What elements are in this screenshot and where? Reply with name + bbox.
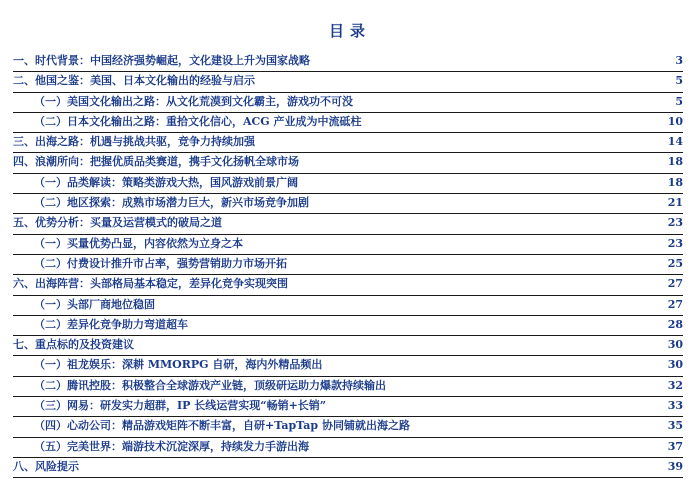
- toc-entry-page-number: 21: [667, 196, 683, 210]
- toc-entry-page-number: 18: [667, 175, 683, 189]
- toc-entry-label: （五）完美世界：端游技术沉淀深厚，持续发力手游出海: [34, 439, 309, 453]
- toc-entry-label: （二）地区探索：成熟市场潜力巨大，新兴市场竞争加剧: [34, 196, 309, 210]
- toc-entry-page-number: 30: [667, 358, 683, 372]
- toc-entry[interactable]: [13, 214, 683, 234]
- toc-entry-page-number: 39: [667, 459, 683, 473]
- toc-entry-label: （一）头部厂商地位稳固: [34, 297, 155, 311]
- toc-entry-label: （一）美国文化输出之路：从文化荒漠到文化霸主，游戏功不可没: [34, 94, 353, 108]
- toc-entry[interactable]: [13, 52, 683, 72]
- toc-entry-label: （一）祖龙娱乐：深耕 MMORPG 自研，海内外精品频出: [34, 358, 323, 372]
- toc-entry-page-number: 27: [667, 297, 683, 311]
- toc-entry[interactable]: [13, 113, 683, 133]
- page-title: 目录: [328, 22, 371, 40]
- toc-entry-label: （三）网易：研发实力超群，IP 长线运营实现“畅销+长销”: [34, 399, 327, 413]
- toc-entry[interactable]: [13, 296, 683, 316]
- toc-entry[interactable]: [13, 93, 683, 113]
- toc-entry-page-number: 3: [675, 54, 683, 67]
- toc-entry[interactable]: [13, 316, 683, 336]
- toc-entry[interactable]: [13, 255, 683, 275]
- toc-entry-page-number: 10: [667, 114, 683, 128]
- toc-entry-label: 五、优势分析：买量及运营模式的破局之道: [13, 216, 222, 230]
- toc-entry[interactable]: [13, 194, 683, 214]
- toc-entry[interactable]: [13, 275, 683, 295]
- toc-entry-page-number: 5: [675, 74, 683, 88]
- toc-entry-label: （二）差异化竞争助力弯道超车: [34, 317, 188, 331]
- toc-entry-page-number: 33: [667, 399, 683, 413]
- toc-entry[interactable]: [13, 336, 683, 356]
- toc-entry-label: 三、出海之路：机遇与挑战共驱，竞争力持续加强: [13, 135, 255, 149]
- toc-entry[interactable]: [13, 438, 683, 458]
- toc-entry-page-number: 23: [667, 236, 683, 250]
- toc-entry-page-number: 32: [667, 378, 683, 392]
- toc-entry-label: （一）品类解读：策略类游戏大热，国风游戏前景广阔: [34, 175, 298, 189]
- table-of-contents: [13, 52, 683, 478]
- toc-entry[interactable]: [13, 377, 683, 397]
- toc-entry-label: （四）心动公司：精品游戏矩阵不断丰富，自研+TapTap 协同铺就出海之路: [34, 419, 410, 433]
- toc-entry[interactable]: [13, 174, 683, 194]
- toc-entry-page-number: 35: [667, 419, 683, 433]
- toc-entry[interactable]: [13, 397, 683, 417]
- toc-entry[interactable]: [13, 235, 683, 255]
- toc-entry-page-number: 30: [667, 338, 683, 352]
- toc-entry-page-number: 37: [667, 439, 683, 453]
- toc-entry-label: 七、重点标的及投资建议: [13, 338, 134, 352]
- toc-entry[interactable]: [13, 417, 683, 437]
- toc-entry-label: （二）腾讯控股：积极整合全球游戏产业链，顶级研运助力爆款持续输出: [34, 378, 386, 392]
- toc-entry[interactable]: [13, 458, 683, 478]
- toc-entry-label: 六、出海阵营：头部格局基本稳定，差异化竞争实现突围: [13, 277, 288, 291]
- toc-entry-label: 二、他国之鉴：美国、日本文化输出的经验与启示: [13, 74, 255, 88]
- toc-entry[interactable]: [13, 133, 683, 153]
- toc-entry[interactable]: [13, 153, 683, 173]
- toc-entry[interactable]: [13, 356, 683, 376]
- toc-entry-label: 八、风险提示: [13, 459, 79, 473]
- toc-entry-page-number: 5: [675, 94, 683, 108]
- toc-entry-page-number: 27: [667, 277, 683, 291]
- toc-entry-label: （二）日本文化输出之路：重拾文化信心，ACG 产业成为中流砥柱: [34, 114, 362, 128]
- toc-entry-page-number: 28: [667, 317, 683, 331]
- toc-entry-page-number: 23: [667, 216, 683, 230]
- toc-entry-label: 一、时代背景：中国经济强势崛起，文化建设上升为国家战略: [13, 54, 310, 67]
- toc-entry-label: 四、浪潮所向：把握优质品类赛道，携手文化扬帆全球市场: [13, 155, 299, 169]
- toc-entry-label: （一）买量优势凸显，内容依然为立身之本: [34, 236, 243, 250]
- toc-entry-page-number: 14: [667, 135, 683, 149]
- toc-entry-page-number: 18: [667, 155, 683, 169]
- toc-entry-page-number: 25: [667, 256, 683, 270]
- toc-entry[interactable]: [13, 72, 683, 92]
- toc-entry-label: （二）付费设计推升市占率，强势营销助力市场开拓: [34, 256, 287, 270]
